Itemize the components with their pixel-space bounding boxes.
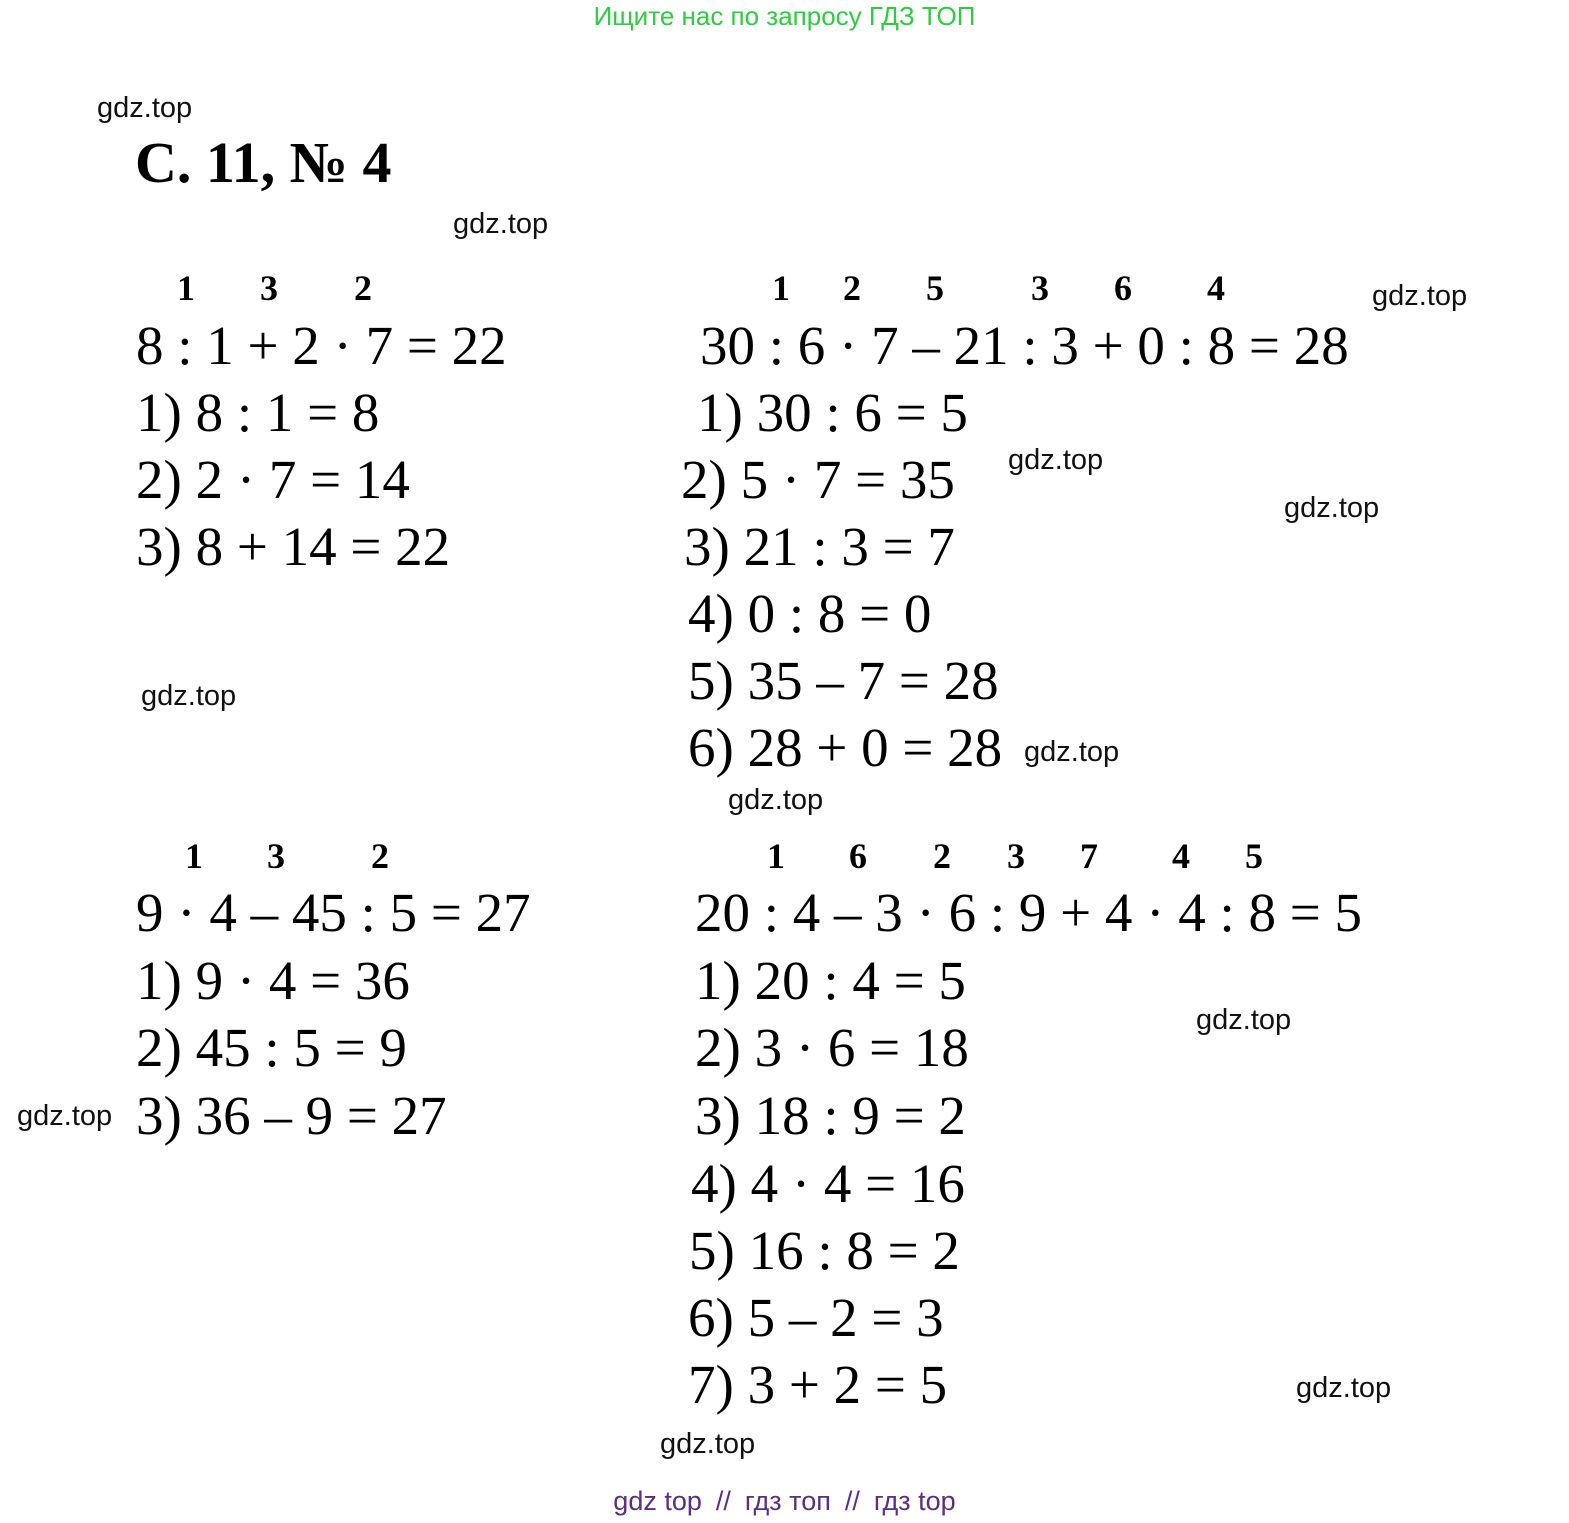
search-banner: Ищите нас по запросу ГДЗ ТОП (593, 1, 976, 31)
watermark: gdz.top (1284, 492, 1380, 524)
order-mark: 5 (926, 268, 944, 308)
solution-step: 7) 3 + 2 = 5 (688, 1354, 948, 1415)
watermark: gdz.top (1024, 736, 1120, 768)
watermark: gdz.top (453, 208, 549, 240)
order-mark: 1 (767, 836, 785, 876)
footer-links (0, 1484, 1569, 1518)
solution-step: 4) 4 · 4 = 16 (691, 1153, 965, 1214)
footer-separator: // (715, 1486, 731, 1516)
order-mark: 3 (1031, 268, 1049, 308)
order-mark: 2 (371, 836, 389, 876)
order-mark: 6 (849, 836, 867, 876)
solution-step: 1) 30 : 6 = 5 (697, 382, 968, 443)
solution-step: 6) 5 – 2 = 3 (688, 1287, 944, 1348)
solution-step: 6) 28 + 0 = 28 (688, 717, 1003, 778)
watermark: gdz.top (97, 92, 193, 124)
order-mark: 4 (1172, 836, 1190, 876)
watermark: gdz.top (1196, 1004, 1292, 1036)
solution-step: 1) 8 : 1 = 8 (136, 382, 380, 443)
order-mark: 3 (260, 268, 278, 308)
solution-step: 1) 9 · 4 = 36 (136, 950, 410, 1011)
watermark: gdz.top (1372, 280, 1468, 312)
solution-step: 3) 18 : 9 = 2 (695, 1085, 966, 1146)
footer-link[interactable]: gdz top (613, 1486, 702, 1516)
solution-step: 2) 45 : 5 = 9 (136, 1017, 407, 1078)
expression: 9 · 4 – 45 : 5 = 27 (136, 882, 531, 943)
footer-separator: // (844, 1486, 860, 1516)
order-mark: 5 (1245, 836, 1263, 876)
order-mark: 4 (1207, 268, 1225, 308)
solution-step: 4) 0 : 8 = 0 (688, 583, 932, 644)
order-mark: 1 (772, 268, 790, 308)
solution-step: 5) 35 – 7 = 28 (688, 650, 999, 711)
page-title: С. 11, № 4 (135, 130, 392, 195)
solution-step: 2) 2 · 7 = 14 (136, 449, 410, 510)
solution-step: 2) 5 · 7 = 35 (681, 449, 955, 510)
solution-step: 3) 21 : 3 = 7 (684, 516, 955, 577)
solution-step: 2) 3 · 6 = 18 (695, 1017, 969, 1078)
watermark: gdz.top (1008, 444, 1104, 476)
watermark: gdz.top (17, 1100, 113, 1132)
solution-step: 3) 36 – 9 = 27 (136, 1085, 447, 1146)
watermark: gdz.top (660, 1428, 756, 1460)
expression: 20 : 4 – 3 · 6 : 9 + 4 · 4 : 8 = 5 (695, 882, 1363, 943)
footer-link[interactable]: гдз top (873, 1486, 956, 1516)
order-mark: 6 (1114, 268, 1132, 308)
solution-step: 3) 8 + 14 = 22 (136, 516, 451, 577)
watermark: gdz.top (141, 680, 237, 712)
solution-step: 1) 20 : 4 = 5 (695, 950, 966, 1011)
order-mark: 2 (354, 268, 372, 308)
order-mark: 1 (177, 268, 195, 308)
footer-link[interactable]: гдз топ (744, 1486, 831, 1516)
order-mark: 7 (1080, 836, 1098, 876)
watermark: gdz.top (728, 784, 824, 816)
solution-step: 5) 16 : 8 = 2 (689, 1220, 960, 1281)
expression: 30 : 6 · 7 – 21 : 3 + 0 : 8 = 28 (700, 315, 1349, 376)
order-mark: 3 (1007, 836, 1025, 876)
order-mark: 1 (185, 836, 203, 876)
order-mark: 2 (933, 836, 951, 876)
watermark: gdz.top (1296, 1372, 1392, 1404)
order-mark: 2 (843, 268, 861, 308)
expression: 8 : 1 + 2 · 7 = 22 (136, 315, 507, 376)
order-mark: 3 (267, 836, 285, 876)
